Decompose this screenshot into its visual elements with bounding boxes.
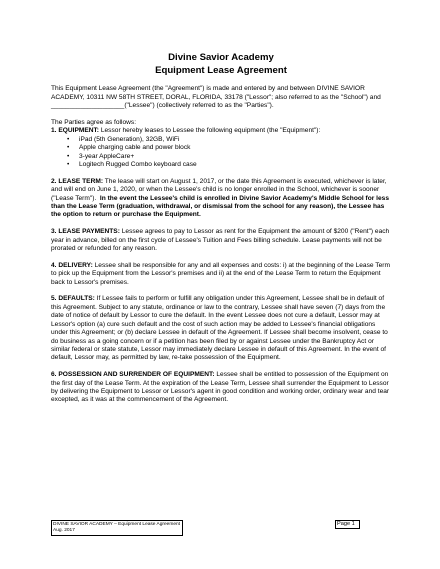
section-text: Lessee agrees to pay to Lessor as rent for the Equipment the amount of $200 ("Rent") each year in advance, billed on the first cycle of Lessee's Tuition and Fees billing schedule. Lease payments will not be prorated or refunded for any reason. [51, 228, 390, 253]
section-text: If Lessee fails to perform or fulfill any obligation under this Agreement, Lessee shall be in default of this Agreement. Subject to any statute, ordinance or law to the contrary, Lessee shall have seven (7) days from the date of notice of default by Lessor to cure the default. In the event Lessee does not cure a default, Lessor may at Lessor's option (a) cure such default and the cost of such action may be added to Lessee's financial obligations under this Agreement; or (b) declare Lessee in default of the Agreement. If Lessee shall become insolvent, cease to do business as a going concern or if a petition has been filed by or against Lessee under the Bankruptcy Act or similar federal or state statute, Lessor may immediately declare Lessee in default of this Agreement. In the event of default, Lessor may, as permitted by law, re-take possession of the Equipment. [51, 295, 388, 362]
list-item: • Apple charging cable and power block [67, 144, 391, 152]
section-number: 1. [51, 127, 57, 135]
section-text: Lessee shall be entitled to possession of the Equipment on the first day of the Lease Term. At the expiration of the Lease Term, Lessee shall surrender the Equipment to Lessor by delivering the Equipment to Lessor or Lessor's agent in good condition and working order, ordinary wear and tear excepted, as it was at the commencement of the Agreement. [51, 371, 390, 404]
section-lease-term [51, 178, 391, 220]
section-lease-payments [51, 228, 391, 253]
section-number: 2. [51, 177, 57, 185]
section-text: Lessee shall be responsible for any and all expenses and costs: i) at the beginning of the Lease Term to pick up the Equipment from the Lessor's premises and ii) at the end of the Lease Term to return the Equipment back to Lessor's premises. [51, 261, 390, 286]
section-defaults [51, 295, 391, 362]
section-text: Lessor hereby leases to Lessee the following equipment (the "Equipment"): [99, 127, 321, 135]
section-number: 4. [51, 261, 57, 269]
page-number: Page 1 [335, 520, 360, 529]
footer-document-label [51, 520, 183, 536]
document-subtitle: Equipment Lease Agreement [155, 64, 287, 76]
section-number: 3. [51, 228, 57, 236]
section-heading: EQUIPMENT: [58, 127, 100, 135]
section-number: 6. [51, 371, 57, 379]
section-heading: DEFAULTS: [58, 295, 95, 303]
list-item: • iPad (5th Generation), 32GB, WiFi [67, 136, 391, 144]
section-heading: POSSESSION AND SURRENDER OF EQUIPMENT: [58, 371, 215, 379]
section-text: The lease will start on August 1, 2017, or the date this Agreement is executed, whichever is later, and will end on June 1, 2020, or when the Lessee's child is no longer enrolled in the School, whichever is sooner ("Lease Term"). [51, 177, 387, 202]
section-possession [51, 371, 391, 405]
list-item: • Logitech Rugged Combo keyboard case [67, 161, 391, 169]
equipment-list [51, 136, 391, 170]
section-bold-text: In the event the Lessee's child is enrolled in Divine Savior Academy's Middle School for less than the Lease Term (graduation, withdrawal, or dismissal from the school for any reason), the Lessee has the option to return or purchase the Equipment. [51, 194, 389, 219]
section-heading: DELIVERY: [58, 261, 93, 269]
section-equipment [51, 127, 391, 169]
section-delivery [51, 262, 391, 287]
footer-date: Aug. 2017 [53, 528, 75, 533]
list-item: • 3-year AppleCare+ [67, 153, 391, 161]
footer-title: DIVINE SAVIOR ACADEMY – Equipment Lease Agreement [53, 522, 180, 527]
intro-paragraph: This Equipment Lease Agreement (the "Agreement") is made and entered by and between DIVINE SAVIOR ACADEMY, 10311 NW 58TH STREET, DORAL, FLORIDA, 33178 ("Lessor"; also referred to as the "School") and ____________________("Lessee") (collectively referred to as the "Parties"). [51, 85, 381, 110]
section-heading: LEASE PAYMENTS: [58, 228, 120, 236]
section-heading: LEASE TERM: [58, 177, 104, 185]
document-title: Divine Savior Academy [168, 52, 274, 63]
document-body [51, 51, 391, 405]
parties-intro: The Parties agree as follows: [51, 119, 137, 126]
section-number: 5. [51, 295, 57, 303]
